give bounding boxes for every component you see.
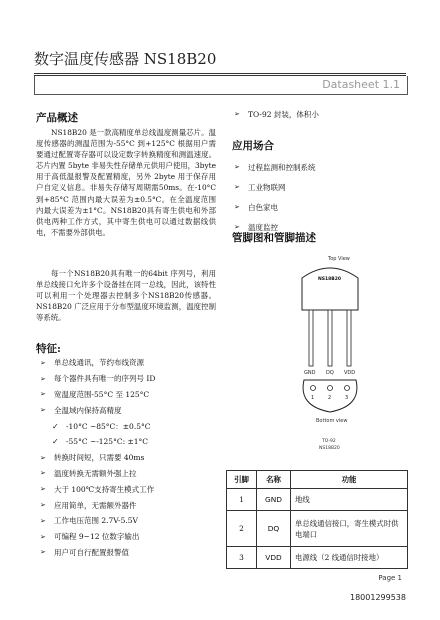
feature-item <box>40 545 220 561</box>
application-text: 温度监控 <box>248 222 278 232</box>
arrow-icon: ➢ <box>234 110 240 118</box>
table-cell-name: DQ <box>257 511 291 547</box>
feature-text: 宽温度范围-55°C 至 125°C <box>54 389 150 399</box>
pin-name-vdd: VDD <box>344 370 356 376</box>
feature-text: 每个器件具有唯一的序列号 ID <box>54 374 156 384</box>
check-icon: ✓ <box>52 421 59 431</box>
application-text: 白色家电 <box>248 202 278 212</box>
feature-item <box>40 513 220 529</box>
package-list <box>234 104 414 124</box>
table-header-pin: 引脚 <box>227 471 257 489</box>
application-item <box>234 157 414 177</box>
pin-lead-3 <box>347 310 351 366</box>
package-chip-label: NS18B20 <box>319 446 340 451</box>
arrow-icon: ➢ <box>234 223 240 231</box>
feature-text: 温度转换无需额外强上拉 <box>54 468 137 478</box>
list-item <box>234 104 414 124</box>
top-view-label: Top View <box>328 256 350 262</box>
overview-paragraph-1: NS18B20 是一款高精度单总线温度测量芯片。温度传感器的测温范围为-55°C 到+125°C 根据用户需要通过配置寄存器可以设定数字转换精度和测温速度。芯片内置 5byte 非易失性存储单元供用户使用，3byte 用于高低温报警及配置精度，另外 2byte 用于保存用户自定义信息。非易失存储写周期需50ms。在-10°C 到+85°C 范围内最大误差为±0.5°C。在全温度范围内最大误差为±1°C。NS18B20具有寄生供电和外部供电两种工作方式，其中寄生供电可以通过数据线供电，不需要外部供电。 <box>36 128 216 237</box>
pin-number-2: 2 <box>328 395 332 401</box>
table-cell-function: 电源线（2 线通信时接地） <box>291 547 408 569</box>
phone-number: 18001299538 <box>350 593 406 602</box>
table-cell-pin: 1 <box>227 489 257 511</box>
arrow-icon: ➢ <box>40 501 46 510</box>
feature-text: 大于 100℃支持寄生模式工作 <box>54 484 155 494</box>
pin-table <box>226 470 408 569</box>
feature-text: 转换时间短，只需要 40ms <box>54 453 145 463</box>
feature-text: 单总线通讯，节约布线资源 <box>54 358 144 368</box>
package-type-label: TO-92 <box>322 439 336 444</box>
bottom-view-label: Bottom view <box>316 418 348 424</box>
overview-heading: 产品概述 <box>36 112 78 124</box>
pin-lead-1 <box>309 310 313 366</box>
feature-text: 用户可自行配置报警值 <box>54 547 129 557</box>
table-header-function: 功能 <box>291 471 408 489</box>
feature-item <box>40 481 220 497</box>
feature-item <box>40 418 220 434</box>
feature-text: 工作电压范围 2.7V-5.5V <box>54 516 138 526</box>
arrow-icon: ➢ <box>40 358 46 367</box>
package-text: TO-92 封装，体积小 <box>248 109 319 119</box>
feature-item <box>40 450 220 466</box>
arrow-icon: ➢ <box>40 532 46 541</box>
features-list <box>40 355 220 560</box>
chip-label: NS18B20 <box>318 277 341 282</box>
feature-text: 可编程 9~12 位数字输出 <box>54 532 140 542</box>
arrow-icon: ➢ <box>234 183 240 191</box>
pin-name-dq: DQ <box>326 370 334 376</box>
table-header-name: 名称 <box>257 471 291 489</box>
arrow-icon: ➢ <box>40 390 46 399</box>
arrow-icon: ➢ <box>40 516 46 525</box>
datasheet-version: Datasheet 1.1 <box>322 78 400 91</box>
pin-number-3: 3 <box>345 395 349 401</box>
application-item <box>234 197 414 217</box>
pin-hole-3 <box>345 386 350 391</box>
page-number: Page 1 <box>378 574 402 582</box>
arrow-icon: ➢ <box>40 485 46 494</box>
table-row <box>227 547 408 569</box>
pinout-heading: 管脚图和管脚描述 <box>232 232 316 244</box>
feature-text: 全温域内保持高精度 <box>54 405 122 415</box>
applications-list <box>234 157 414 237</box>
feature-item <box>40 371 220 387</box>
overview-paragraph-2: 每一个NS18B20具有唯一的64bit 序列号，利用单总线接口允许多个设备挂在同一总线，因此，该特性可以利用一个处理器去控制多个NS18B20传感器。NS18B20 广泛应用于分布型温度环境监测，温度控制等系统。 <box>36 269 216 323</box>
arrow-icon: ➢ <box>40 469 46 478</box>
feature-text: -10°C ~85°C：±0.5°C <box>66 421 151 431</box>
table-row <box>227 511 408 547</box>
arrow-icon: ➢ <box>40 406 46 415</box>
pin-number-1: 1 <box>311 395 315 401</box>
table-cell-function: 地线 <box>291 489 408 511</box>
arrow-icon: ➢ <box>40 453 46 462</box>
feature-item <box>40 466 220 482</box>
check-icon: ✓ <box>52 437 59 447</box>
table-row <box>227 489 408 511</box>
table-header-row <box>227 471 408 489</box>
arrow-icon: ➢ <box>40 548 46 557</box>
table-cell-name: VDD <box>257 547 291 569</box>
feature-item <box>40 529 220 545</box>
page-title: 数字温度传感器 NS18B20 <box>34 50 217 68</box>
application-item <box>234 177 414 197</box>
package-top-body <box>302 268 358 310</box>
feature-item <box>40 402 220 418</box>
pin-name-gnd: GND <box>304 370 316 376</box>
arrow-icon: ➢ <box>40 374 46 383</box>
pin-hole-2 <box>328 386 333 391</box>
application-text: 过程监测和控制系统 <box>248 162 316 172</box>
pinout-diagram <box>282 248 378 456</box>
feature-item <box>40 497 220 513</box>
title-rule <box>34 73 406 74</box>
table-cell-pin: 3 <box>227 547 257 569</box>
table-cell-pin: 2 <box>227 511 257 547</box>
table-cell-function: 单总线通信接口，寄生模式时供电端口 <box>291 511 408 547</box>
pin-hole-1 <box>311 386 316 391</box>
table-cell-name: GND <box>257 489 291 511</box>
feature-text: 应用简单，无需额外器件 <box>54 500 137 510</box>
application-text: 工业物联网 <box>248 182 286 192</box>
arrow-icon: ➢ <box>234 163 240 171</box>
pin-lead-2 <box>328 310 332 366</box>
features-heading: 特征: <box>36 343 61 355</box>
applications-heading: 应用场合 <box>232 140 274 152</box>
feature-item <box>40 387 220 403</box>
feature-item <box>40 434 220 450</box>
feature-text: -55°C ~-125°C: ±1°C <box>66 437 149 447</box>
arrow-icon: ➢ <box>234 203 240 211</box>
feature-item <box>40 355 220 371</box>
